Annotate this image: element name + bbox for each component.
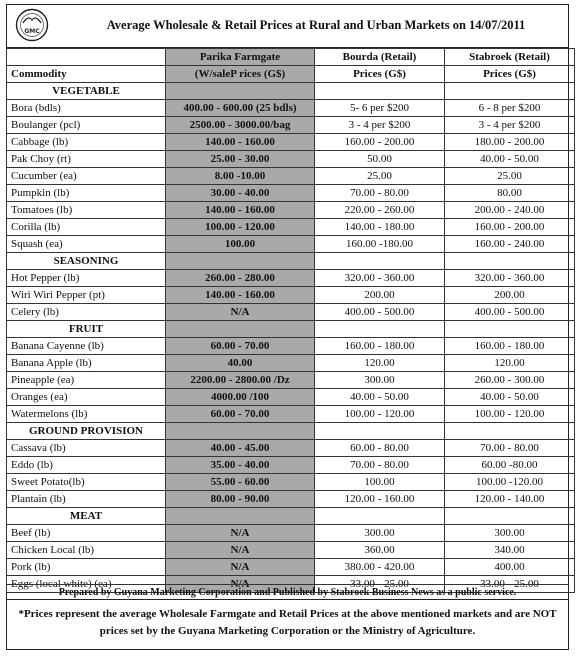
commodity-cell: Pineapple (ea) [7, 372, 166, 389]
commodity-cell: Celery (lb) [7, 304, 166, 321]
parika-price-cell: 25.00 - 30.00 [166, 151, 315, 168]
empty-cell [445, 321, 575, 338]
parika-price-cell: 30.00 - 40.00 [166, 185, 315, 202]
parika-price-cell: 140.00 - 160.00 [166, 202, 315, 219]
parika-price-cell: 60.00 - 70.00 [166, 338, 315, 355]
parika-price-cell: 80.00 - 90.00 [166, 491, 315, 508]
section-label: SEASONING [7, 253, 166, 270]
bourda-price-cell: 60.00 - 80.00 [315, 440, 445, 457]
table-row [7, 338, 575, 355]
commodity-cell: Sweet Potato(lb) [7, 474, 166, 491]
bourda-price-cell: 200.00 [315, 287, 445, 304]
table-row [7, 525, 575, 542]
stabroek-price-cell: 40.00 - 50.00 [445, 389, 575, 406]
table-row [7, 287, 575, 304]
table-row [7, 474, 575, 491]
header-cell: Bourda (Retail) [315, 49, 445, 66]
stabroek-price-cell: 400.00 [445, 559, 575, 576]
table-row [7, 100, 575, 117]
empty-cell [445, 423, 575, 440]
bourda-price-cell: 70.00 - 80.00 [315, 185, 445, 202]
footnote: *Prices represent the average Wholesale Farmgate and Retail Prices at the above mentioned markets and are NOT prices set by the Guyana Marketing Corporation or the Ministry of Agriculture. [18, 608, 557, 637]
stabroek-price-cell: 160.00 - 240.00 [445, 236, 575, 253]
empty-cell [166, 83, 315, 100]
stabroek-price-cell: 3 - 4 per $200 [445, 117, 575, 134]
stabroek-price-cell: 60.00 -80.00 [445, 457, 575, 474]
empty-cell [445, 83, 575, 100]
empty-cell [315, 253, 445, 270]
section-label: VEGETABLE [7, 83, 166, 100]
stabroek-price-cell: 25.00 [445, 168, 575, 185]
empty-cell [445, 508, 575, 525]
commodity-cell: Boulanger (pcl) [7, 117, 166, 134]
parika-price-cell: 100.00 [166, 236, 315, 253]
table-row [7, 389, 575, 406]
table-row [7, 440, 575, 457]
parika-price-cell: 35.00 - 40.00 [166, 457, 315, 474]
parika-price-cell: N/A [166, 542, 315, 559]
parika-price-cell: 40.00 - 45.00 [166, 440, 315, 457]
commodity-cell: Pak Choy (rt) [7, 151, 166, 168]
commodity-cell: Eggs (local white) (ea) [7, 576, 166, 593]
table-row [7, 117, 575, 134]
parika-price-cell: N/A [166, 304, 315, 321]
parika-price-cell: N/A [166, 559, 315, 576]
table-row [7, 304, 575, 321]
commodity-cell: Wiri Wiri Pepper (pt) [7, 287, 166, 304]
parika-price-cell: 40.00 [166, 355, 315, 372]
table-row [7, 185, 575, 202]
stabroek-price-cell: 200.00 [445, 287, 575, 304]
stabroek-price-cell: 260.00 - 300.00 [445, 372, 575, 389]
table-row [7, 457, 575, 474]
parika-price-cell: 140.00 - 160.00 [166, 287, 315, 304]
table-row [7, 219, 575, 236]
section-label: FRUIT [7, 321, 166, 338]
stabroek-price-cell: 300.00 [445, 525, 575, 542]
bourda-price-cell: 160.00 -180.00 [315, 236, 445, 253]
empty-cell [166, 508, 315, 525]
gmc-logo [14, 8, 50, 42]
empty-cell [315, 508, 445, 525]
bourda-price-cell: 160.00 - 200.00 [315, 134, 445, 151]
stabroek-price-cell: 340.00 [445, 542, 575, 559]
bourda-price-cell: 33.00 - 25.00 [315, 576, 445, 593]
table-row [7, 406, 575, 423]
stabroek-price-cell: 6 - 8 per $200 [445, 100, 575, 117]
header-cell: Prices (G$) [445, 66, 575, 83]
commodity-cell: Plantain (lb) [7, 491, 166, 508]
bourda-price-cell: 120.00 - 160.00 [315, 491, 445, 508]
parika-price-cell: 400.00 - 600.00 (25 bdls) [166, 100, 315, 117]
table-row [7, 559, 575, 576]
table-row [7, 542, 575, 559]
section-label: GROUND PROVISION [7, 423, 166, 440]
parika-price-cell: 140.00 - 160.00 [166, 134, 315, 151]
bourda-price-cell: 5- 6 per $200 [315, 100, 445, 117]
commodity-cell: Beef (lb) [7, 525, 166, 542]
parika-price-cell: 8.00 -10.00 [166, 168, 315, 185]
section-row [7, 508, 575, 525]
header-cell: Commodity [7, 66, 166, 83]
commodity-cell: Bora (bdls) [7, 100, 166, 117]
header-cell: Stabroek (Retail) [445, 49, 575, 66]
bourda-price-cell: 400.00 - 500.00 [315, 304, 445, 321]
table-header-row-1 [7, 49, 575, 66]
stabroek-price-cell: 80.00 [445, 185, 575, 202]
bourda-price-cell: 300.00 [315, 372, 445, 389]
empty-cell [315, 321, 445, 338]
commodity-cell: Hot Pepper (lb) [7, 270, 166, 287]
stabroek-price-cell: 120.00 - 140.00 [445, 491, 575, 508]
commodity-cell: Cucumber (ea) [7, 168, 166, 185]
bourda-price-cell: 25.00 [315, 168, 445, 185]
table-row [7, 491, 575, 508]
stabroek-price-cell: 400.00 - 500.00 [445, 304, 575, 321]
empty-cell [315, 423, 445, 440]
stabroek-price-cell: 160.00 - 180.00 [445, 338, 575, 355]
commodity-cell: Cassava (lb) [7, 440, 166, 457]
empty-cell [166, 253, 315, 270]
table-row [7, 355, 575, 372]
logo-text: GMC [24, 28, 40, 35]
stabroek-price-cell: 40.00 - 50.00 [445, 151, 575, 168]
header-cell: (W/saleP rices (G$) [166, 66, 315, 83]
bourda-price-cell: 160.00 - 180.00 [315, 338, 445, 355]
bourda-price-cell: 380.00 - 420.00 [315, 559, 445, 576]
table-row [7, 236, 575, 253]
bourda-price-cell: 70.00 - 80.00 [315, 457, 445, 474]
table-row [7, 151, 575, 168]
commodity-cell: Banana Cayenne (lb) [7, 338, 166, 355]
bourda-price-cell: 140.00 - 180.00 [315, 219, 445, 236]
empty-cell [315, 83, 445, 100]
commodity-cell: Watermelons (lb) [7, 406, 166, 423]
commodity-cell: Pumpkin (lb) [7, 185, 166, 202]
stabroek-price-cell: 33.00 - 25.00 [445, 576, 575, 593]
stabroek-price-cell: 160.00 - 200.00 [445, 219, 575, 236]
parika-price-cell: 2200.00 - 2800.00 /Dz [166, 372, 315, 389]
table-header-row-2 [7, 66, 575, 83]
header-cell: Parika Farmgate [166, 49, 315, 66]
section-row [7, 253, 575, 270]
document-header [6, 4, 569, 48]
section-label: MEAT [7, 508, 166, 525]
commodity-cell: Tomatoes (lb) [7, 202, 166, 219]
bourda-price-cell: 50.00 [315, 151, 445, 168]
commodity-cell: Cabbage (lb) [7, 134, 166, 151]
parika-price-cell: 55.00 - 60.00 [166, 474, 315, 491]
stabroek-price-cell: 100.00 - 120.00 [445, 406, 575, 423]
table-row [7, 270, 575, 287]
parika-price-cell: 60.00 - 70.00 [166, 406, 315, 423]
bourda-price-cell: 360.00 [315, 542, 445, 559]
parika-price-cell: N/A [166, 525, 315, 542]
table-row [7, 202, 575, 219]
stabroek-price-cell: 200.00 - 240.00 [445, 202, 575, 219]
parika-price-cell: 260.00 - 280.00 [166, 270, 315, 287]
commodity-cell: Squash (ea) [7, 236, 166, 253]
commodity-cell: Banana Apple (lb) [7, 355, 166, 372]
parika-price-cell: N/A [166, 576, 315, 593]
header-cell [7, 49, 166, 66]
commodity-cell: Eddo (lb) [7, 457, 166, 474]
commodity-cell: Oranges (ea) [7, 389, 166, 406]
stabroek-price-cell: 320.00 - 360.00 [445, 270, 575, 287]
stabroek-price-cell: 70.00 - 80.00 [445, 440, 575, 457]
empty-cell [445, 253, 575, 270]
commodity-cell: Chicken Local (lb) [7, 542, 166, 559]
price-table [6, 48, 575, 593]
table-row [7, 134, 575, 151]
bourda-price-cell: 320.00 - 360.00 [315, 270, 445, 287]
section-row [7, 321, 575, 338]
stabroek-price-cell: 180.00 - 200.00 [445, 134, 575, 151]
parika-price-cell: 100.00 - 120.00 [166, 219, 315, 236]
section-row [7, 423, 575, 440]
table-row [7, 372, 575, 389]
bourda-price-cell: 100.00 [315, 474, 445, 491]
bourda-price-cell: 300.00 [315, 525, 445, 542]
commodity-cell: Pork (lb) [7, 559, 166, 576]
parika-price-cell: 4000.00 /100 [166, 389, 315, 406]
bourda-price-cell: 3 - 4 per $200 [315, 117, 445, 134]
bourda-price-cell: 40.00 - 50.00 [315, 389, 445, 406]
commodity-cell: Corilla (lb) [7, 219, 166, 236]
parika-price-cell: 2500.00 - 3000.00/bag [166, 117, 315, 134]
bourda-price-cell: 120.00 [315, 355, 445, 372]
bourda-price-cell: 100.00 - 120.00 [315, 406, 445, 423]
bourda-price-cell: 220.00 - 260.00 [315, 202, 445, 219]
document-title: Average Wholesale & Retail Prices at Rural and Urban Markets on 14/07/2011 [106, 18, 526, 32]
prepared-by-line: Prepared by Guyana Marketing Corporation and Published by Stabroek Business News as a public service. [6, 584, 569, 600]
empty-cell [166, 321, 315, 338]
header-cell: Prices (G$) [315, 66, 445, 83]
table-row [7, 168, 575, 185]
stabroek-price-cell: 120.00 [445, 355, 575, 372]
stabroek-price-cell: 100.00 -120.00 [445, 474, 575, 491]
section-row [7, 83, 575, 100]
empty-cell [166, 423, 315, 440]
